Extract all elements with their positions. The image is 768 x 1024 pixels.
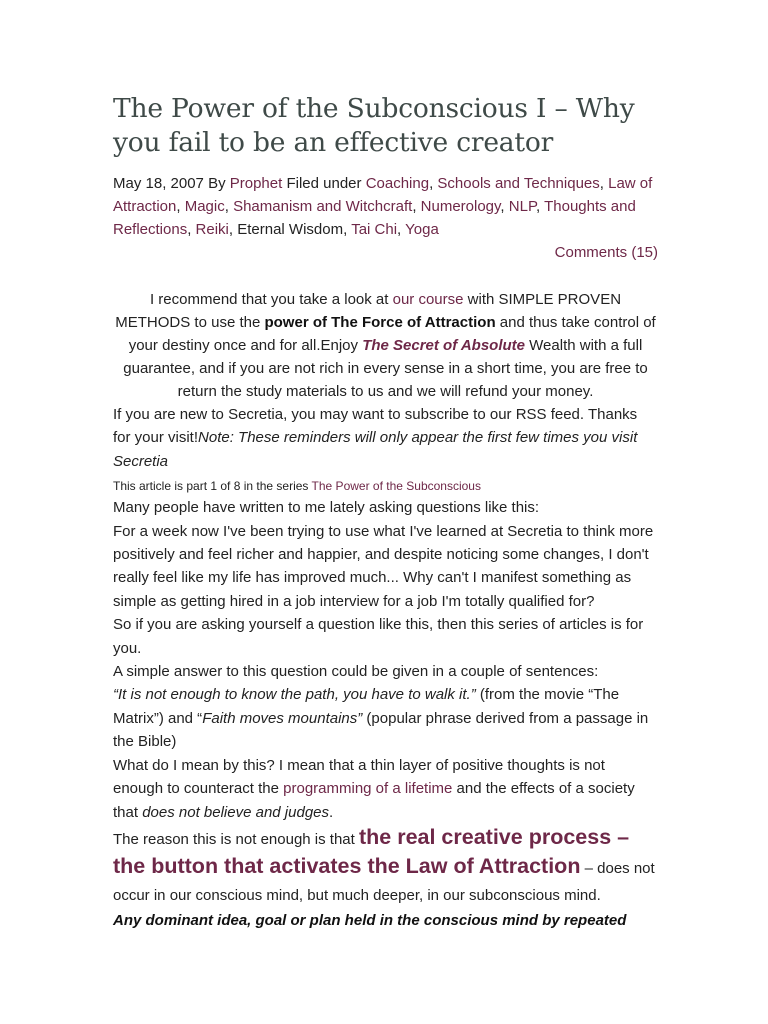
- category-link-thoughts[interactable]: Thoughts and Reflections: [113, 198, 636, 238]
- category-link-coaching[interactable]: Coaching: [365, 175, 430, 192]
- rss-note: Note: These reminders will only appear the first few times you visit Secretia: [113, 429, 638, 470]
- secret-of-absolute-link[interactable]: The Secret of Absolute: [362, 337, 525, 354]
- post-date: May 18, 2007: [113, 175, 204, 192]
- creative-process-highlight: the real creative process – the button that activates the Law of Attraction: [113, 824, 630, 878]
- body-paragraph-2: For a week now I've been trying to use what I've learned at Secretia to think more positively and feel richer and happier, and despite noticing some changes, I don't really feel like my life has improved much... Why can't I manifest something as simple as getting hired in a job interview for a job I'm totally qualified for?: [113, 522, 654, 610]
- category-link-nlp[interactable]: NLP: [508, 198, 537, 215]
- body-paragraph-4: A simple answer to this question could be given in a couple of sentences:: [113, 663, 599, 681]
- rss-reminder: If you are new to Secretia, you may want to subscribe to our RSS feed. Thanks for your visit!Note: These reminders will only appear the first few times you visit Secretia: [113, 406, 638, 470]
- category-link-schools[interactable]: Schools and Techniques: [437, 175, 600, 192]
- comments-row: [113, 241, 658, 264]
- body-paragraph-3: So if you are asking yourself a question like this, then this series of articles is for you.: [113, 616, 644, 657]
- category-link-magic[interactable]: Magic: [184, 198, 225, 215]
- article-title: The Power of the Subconscious I – Why you fail to be an effective creator: [113, 93, 635, 158]
- programming-link[interactable]: programming of a lifetime: [283, 780, 453, 798]
- category-link-shamanism[interactable]: Shamanism and Witchcraft: [233, 198, 413, 215]
- body-paragraph-8: Any dominant idea, goal or plan held in the conscious mind by repeated: [113, 911, 627, 929]
- series-link[interactable]: The Power of the Subconscious: [311, 479, 481, 494]
- promo-box: I recommend that you take a look at our course with SIMPLE PROVEN METHODS to use the power of The Force of Attraction and thus take control of your destiny once and for all.Enjoy The Secret of Absolute Wealth with a full guarantee, and if you are not rich in every sense in a short time, you are free to return the study materials to us and we will refund your money.: [115, 291, 656, 400]
- article: [113, 92, 658, 932]
- promo-bold: power of The Force of Attraction: [264, 314, 496, 331]
- body-paragraph-7: The reason this is not enough is that the real creative process – the button that activates the Law of Attraction – does not occur in our conscious mind, but much deeper, in our subconscious mind.: [113, 824, 655, 904]
- post-meta: May 18, 2007 By Prophet Filed under Coaching, Schools and Techniques, Law of Attraction, Magic, Shamanism and Witchcraft, Numerology, NLP, Thoughts and Reflections, Reiki, Eternal Wisdom, Tai Chi, Yoga: [113, 175, 653, 238]
- matrix-quote: “It is not enough to know the path, you have to walk it.”: [113, 686, 476, 704]
- category-link-numerology[interactable]: Numerology: [420, 198, 501, 215]
- author-link[interactable]: Prophet: [229, 175, 283, 192]
- series-note: This article is part 1 of 8 in the series The Power of the Subconscious: [113, 479, 481, 494]
- body-paragraph-5: “It is not enough to know the path, you have to walk it.” (from the movie “The Matrix”) and “Faith moves mountains” (popular phrase derived from a passage in the Bible): [113, 686, 649, 751]
- comments-link[interactable]: Comments (15): [554, 244, 658, 261]
- category-link-tai-chi[interactable]: Tai Chi: [351, 221, 398, 238]
- category-link-law-of-attraction[interactable]: Law of Attraction: [113, 175, 653, 215]
- category-link-yoga[interactable]: Yoga: [405, 221, 439, 238]
- body-paragraph-6: What do I mean by this? I mean that a thin layer of positive thoughts is not enough to counteract the programming of a lifetime and the effects of a society that does not believe and judges.: [113, 756, 635, 821]
- society-emphasis: does not believe and judges: [142, 803, 329, 821]
- category-link-reiki[interactable]: Reiki: [195, 221, 229, 238]
- body-paragraph-1: Many people have written to me lately asking questions like this:: [113, 499, 540, 517]
- our-course-link[interactable]: our course: [392, 291, 464, 308]
- faith-quote: Faith moves mountains”: [202, 709, 363, 727]
- category-eternal-wisdom: Eternal Wisdom: [237, 221, 344, 238]
